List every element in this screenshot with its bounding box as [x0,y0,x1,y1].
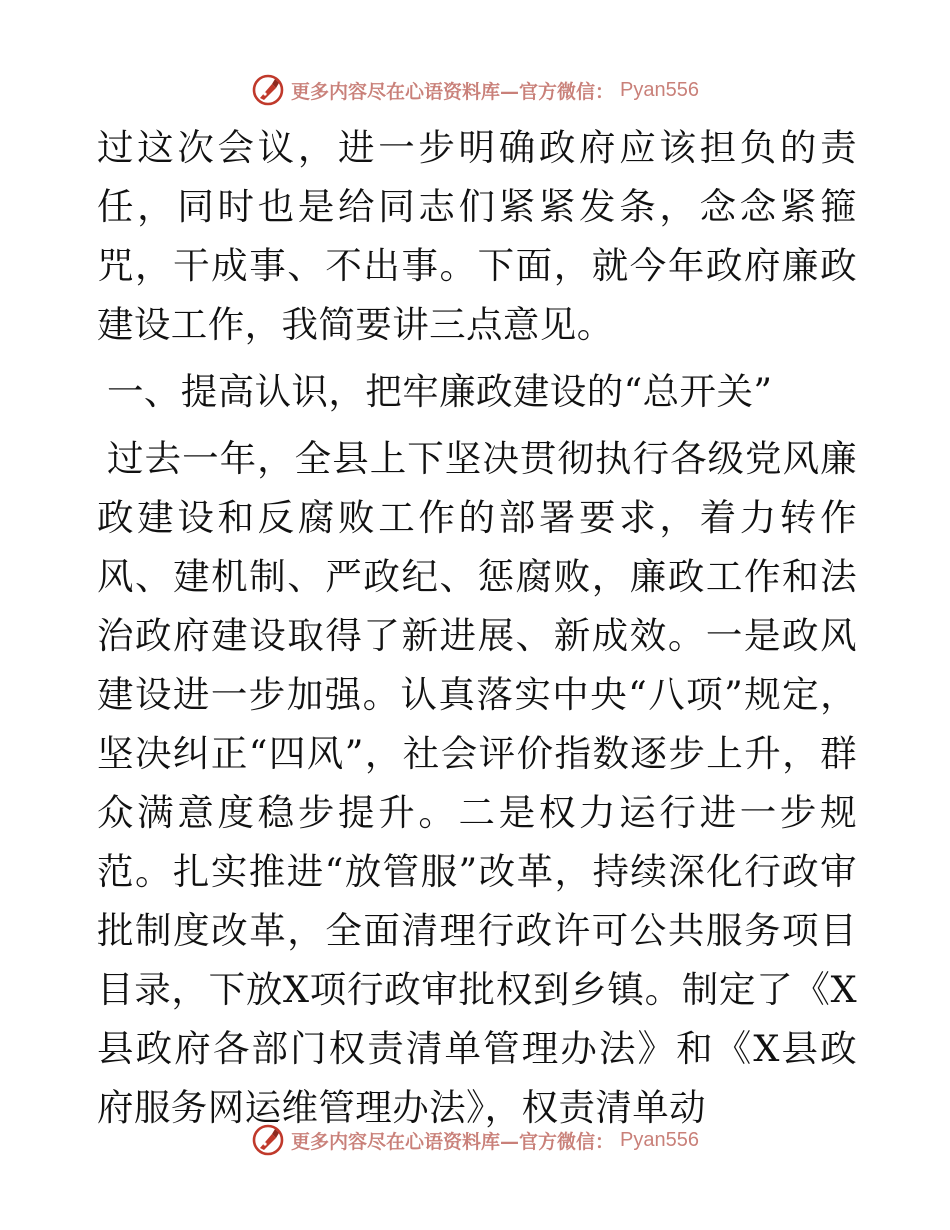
paragraph-1: 过这次会议，进一步明确政府应该担负的责任，同时也是给同志们紧紧发条，念念紧箍咒，干成事、不出事。下面，就今年政府廉政建设工作，我简要讲三点意见。 [97,126,857,346]
pen-nib-logo-icon [251,1123,285,1157]
watermark-wechat-id: Pyan556 [620,78,699,101]
watermark-footer [0,1120,950,1160]
document-body [97,118,857,1137]
watermark-text: 更多内容尽在心语资料库—官方微信： [291,1130,615,1153]
watermark-header [0,70,950,110]
section-heading-1: 一、提高认识，把牢廉政建设的“总开关” [107,370,773,413]
watermark-text: 更多内容尽在心语资料库—官方微信： [291,80,615,103]
watermark-wechat-id: Pyan556 [620,1128,699,1151]
paragraph-2: 过去一年，全县上下坚决贯彻执行各级党风廉政建设和反腐败工作的部署要求，着力转作风、建机制、严政纪、惩腐败，廉政工作和法治政府建设取得了新进展、新成效。一是政风建设进一步加强。认真落实中央“八项”规定，坚决纠正“四风”，社会评价指数逐步上升，群众满意度稳步提升。二是权力运行进一步规范。扎实推进“放管服”改革，持续深化行政审批制度改革，全面清理行政许可公共服务项目目录，下放X项行政审批权到乡镇。制定了《X县政府各部门权责清单管理办法》和《X县政府服务网运维管理办法》，权责清单动 [97,437,858,1129]
pen-nib-logo-icon [251,73,285,107]
